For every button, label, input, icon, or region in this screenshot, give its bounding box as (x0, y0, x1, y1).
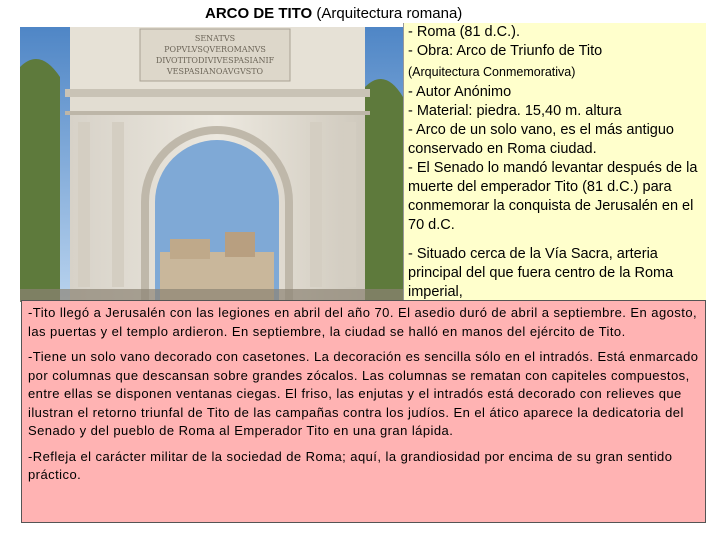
description-paragraph: -Tiene un solo vano decorado con casetones. La decoración es sencilla sólo en el intradós. Está enmarcado por columnas que descansan sobre grandes zócalos. Las columnas se rematan con capiteles compuestos, entre ellas se disponen ventanas ciegas. El friso, las enjutas y el intradós está decorado con relieves que ilustran el retorno triunfal de Tito de las campañas contra los judíos. En el ático aparece la dedicatoria del Senado y del pueblo de Roma al Emperador Tito en una gran lápida. (28, 349, 699, 438)
description-paragraph: -Tito llegó a Jerusalén con las legiones en abril del año 70. El asedio duró de abril a septiembre. En agosto, las puertas y el templo ardieron. En septiembre, la ciudad se halló en manos del ejército de Tito. (28, 305, 698, 339)
fact-location: - Roma (81 d.C.). (408, 24, 520, 40)
page-title (205, 5, 462, 23)
description-paragraph: -Refleja el carácter militar de la sociedad de Roma; aquí, la grandiosidad por encima de su gran sentido práctico. (28, 448, 673, 482)
fact-situation: - Situado cerca de la Vía Sacra, arteria principal del que fuera centro de la Roma imperial, (408, 246, 674, 300)
title-subtitle: (Arquitectura romana) (312, 5, 463, 22)
fact-history: - El Senado lo mandó levantar después de la muerte del emperador Tito (81 d.C.) para conmemorar la conquista de Jerusalén en el 70 d.C. (408, 160, 698, 233)
inscription-line: POPVLVSQVEROMANVS (164, 45, 266, 54)
title-main: ARCO DE TITO (205, 5, 313, 22)
arch-photo (20, 27, 403, 302)
inscription-line: DIVOTITODIVIVESPASIANIF (155, 56, 275, 65)
fact-category: (Arquitectura Conmemorativa) (408, 65, 576, 79)
fact-author: - Autor Anónimo (408, 84, 512, 100)
fact-structure: - Arco de un solo vano, es el más antiguo conservado en Roma ciudad. (408, 122, 674, 157)
key-facts-panel (403, 23, 706, 301)
inscription-line: VESPASIANOAVGVSTO (166, 67, 264, 76)
inscription-line: SENATVS (194, 34, 236, 43)
fact-material: - Material: piedra. 15,40 m. altura (408, 103, 622, 119)
description-panel (21, 300, 706, 523)
fact-work: - Obra: Arco de Triunfo de Tito (408, 43, 603, 59)
arch-of-titus-illustration (20, 27, 403, 302)
